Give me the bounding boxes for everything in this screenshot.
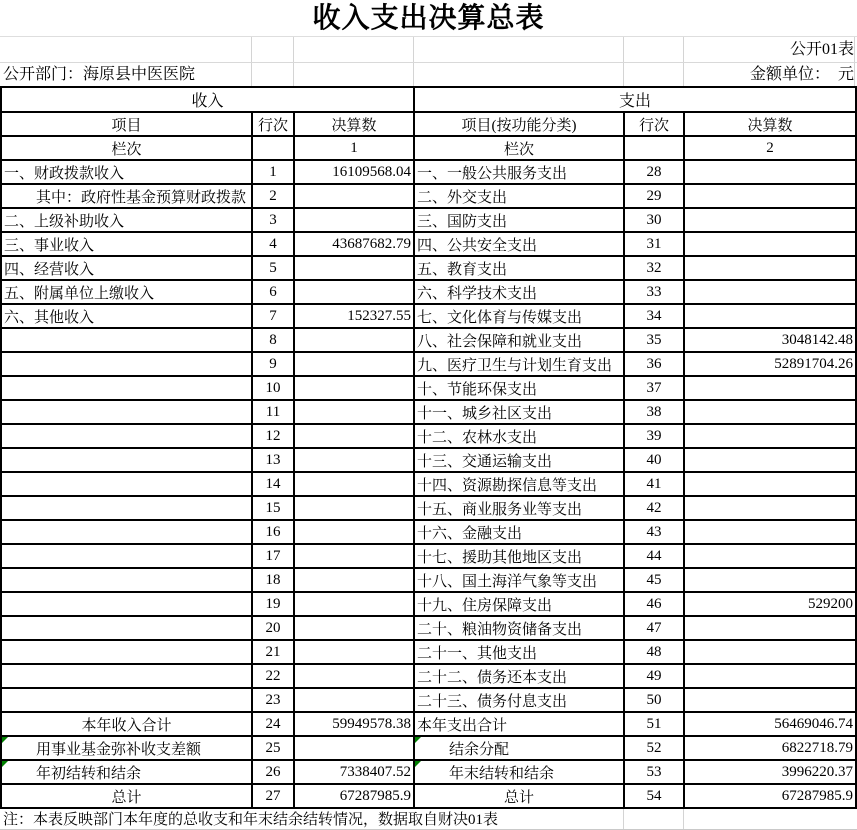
amount-cell[interactable] [684, 232, 856, 256]
amount-cell[interactable] [684, 520, 856, 544]
line-no-cell[interactable]: 12 [252, 424, 294, 448]
expense-item-cell[interactable]: 年末结转和结余 [414, 760, 624, 784]
line-no-cell[interactable]: 37 [624, 376, 684, 400]
amount-cell[interactable] [684, 496, 856, 520]
line-no-cell[interactable]: 43 [624, 520, 684, 544]
income-item-cell[interactable] [1, 568, 252, 592]
line-no-cell[interactable]: 25 [252, 736, 294, 760]
line-no-cell[interactable]: 46 [624, 592, 684, 616]
table-row [1, 472, 856, 496]
amount-cell[interactable] [294, 184, 414, 208]
expense-item-cell[interactable]: 十六、金融支出 [414, 520, 624, 544]
expense-item-cell[interactable]: 二、外交支出 [414, 184, 624, 208]
expense-item-cell[interactable]: 五、教育支出 [414, 256, 624, 280]
amount-cell[interactable]: 152327.55 [294, 304, 414, 328]
line-no-cell[interactable]: 2 [252, 184, 294, 208]
income-item-cell[interactable] [1, 376, 252, 400]
amount-cell[interactable] [294, 616, 414, 640]
line-no-cell[interactable]: 20 [252, 616, 294, 640]
col-header-line-no[interactable]: 行次 [252, 112, 294, 136]
table-row [1, 664, 856, 688]
amount-cell[interactable] [294, 496, 414, 520]
line-no-cell[interactable]: 34 [624, 304, 684, 328]
amount-cell[interactable]: 43687682.79 [294, 232, 414, 256]
income-item-cell[interactable]: 一、财政拨款收入 [1, 160, 252, 184]
amount-cell[interactable] [294, 640, 414, 664]
income-item-cell[interactable] [1, 472, 252, 496]
line-no-cell[interactable]: 23 [252, 688, 294, 712]
income-item-cell[interactable] [1, 592, 252, 616]
income-item-cell[interactable]: 总计 [1, 784, 252, 808]
col-index-label[interactable]: 栏次 [414, 136, 624, 160]
line-no-cell[interactable]: 42 [624, 496, 684, 520]
expense-item-cell[interactable]: 二十三、债务付息支出 [414, 688, 624, 712]
expense-item-cell[interactable]: 十三、交通运输支出 [414, 448, 624, 472]
amount-cell[interactable] [684, 424, 856, 448]
line-no-cell[interactable]: 1 [252, 160, 294, 184]
line-no-cell[interactable]: 26 [252, 760, 294, 784]
line-no-cell[interactable]: 21 [252, 640, 294, 664]
expense-item-cell[interactable]: 十九、住房保障支出 [414, 592, 624, 616]
col-index-label[interactable]: 栏次 [1, 136, 252, 160]
line-no-cell[interactable]: 15 [252, 496, 294, 520]
line-no-cell[interactable]: 7 [252, 304, 294, 328]
income-item-cell[interactable]: 四、经营收入 [1, 256, 252, 280]
table-row [1, 304, 856, 328]
error-check-flag-icon [415, 737, 421, 743]
line-no-cell[interactable]: 24 [252, 712, 294, 736]
expense-item-cell[interactable]: 四、公共安全支出 [414, 232, 624, 256]
amount-cell[interactable] [684, 472, 856, 496]
line-no-cell[interactable]: 47 [624, 616, 684, 640]
table-code-label: 公开01表 [789, 41, 854, 58]
line-no-cell[interactable]: 5 [252, 256, 294, 280]
line-no-cell[interactable]: 35 [624, 328, 684, 352]
amount-cell[interactable] [294, 592, 414, 616]
amount-cell[interactable] [684, 568, 856, 592]
amount-cell[interactable] [684, 400, 856, 424]
amount-cell[interactable] [294, 688, 414, 712]
income-item-cell[interactable] [1, 496, 252, 520]
amount-cell[interactable] [294, 280, 414, 304]
amount-cell[interactable]: 3996220.37 [684, 760, 856, 784]
line-no-cell[interactable]: 54 [624, 784, 684, 808]
amount-cell[interactable] [684, 376, 856, 400]
table-row [1, 448, 856, 472]
income-section-header[interactable]: 收入 [1, 87, 414, 112]
department-row [0, 63, 857, 87]
col-header-amount[interactable]: 决算数 [294, 112, 414, 136]
expense-item-cell[interactable]: 总计 [414, 784, 624, 808]
income-item-cell[interactable] [1, 616, 252, 640]
line-no-cell[interactable]: 45 [624, 568, 684, 592]
footnote: 注：本表反映部门本年度的总收支和年末结余结转情况，数据取自财决01表 [3, 812, 499, 828]
amount-cell[interactable] [684, 256, 856, 280]
income-item-cell[interactable] [1, 520, 252, 544]
amount-cell[interactable] [684, 280, 856, 304]
error-check-flag-icon [2, 737, 8, 743]
expense-item-cell[interactable]: 本年支出合计 [414, 712, 624, 736]
line-no-cell[interactable]: 19 [252, 592, 294, 616]
expense-item-cell[interactable]: 二十一、其他支出 [414, 640, 624, 664]
income-item-cell[interactable] [1, 688, 252, 712]
amount-cell[interactable]: 529200 [684, 592, 856, 616]
expense-item-cell[interactable]: 十二、农林水支出 [414, 424, 624, 448]
table-code-row [0, 37, 857, 63]
table-row [1, 712, 856, 736]
expense-item-cell[interactable]: 结余分配 [414, 736, 624, 760]
col-header-amount[interactable]: 决算数 [684, 112, 856, 136]
amount-cell[interactable] [294, 736, 414, 760]
table-row [1, 544, 856, 568]
table-row [1, 616, 856, 640]
table-row [1, 736, 856, 760]
amount-cell[interactable] [684, 184, 856, 208]
col-header-item[interactable]: 项目 [1, 112, 252, 136]
meta-area [0, 37, 857, 86]
table-row [1, 352, 856, 376]
expense-item-cell[interactable]: 六、科学技术支出 [414, 280, 624, 304]
table-row [1, 424, 856, 448]
table-row [1, 640, 856, 664]
line-no-cell[interactable]: 11 [252, 400, 294, 424]
table-row [1, 184, 856, 208]
table-row [1, 232, 856, 256]
table-body [1, 160, 856, 808]
income-item-cell[interactable] [1, 352, 252, 376]
line-no-cell[interactable]: 14 [252, 472, 294, 496]
amount-cell[interactable]: 67287985.9 [684, 784, 856, 808]
line-no-cell[interactable]: 8 [252, 328, 294, 352]
department-label: 公开部门：海原县中医医院 [3, 66, 196, 83]
budget-summary-table [0, 86, 857, 809]
line-no-cell[interactable]: 48 [624, 640, 684, 664]
income-item-cell[interactable] [1, 640, 252, 664]
table-row [1, 496, 856, 520]
line-no-cell[interactable]: 28 [624, 160, 684, 184]
income-item-cell[interactable]: 三、事业收入 [1, 232, 252, 256]
line-no-cell[interactable]: 36 [624, 352, 684, 376]
income-item-cell[interactable] [1, 400, 252, 424]
amount-cell[interactable] [294, 472, 414, 496]
amount-cell[interactable] [294, 664, 414, 688]
line-no-cell[interactable]: 17 [252, 544, 294, 568]
column-header-row [1, 112, 856, 136]
income-item-cell[interactable]: 本年收入合计 [1, 712, 252, 736]
table-row [1, 520, 856, 544]
amount-cell[interactable] [294, 568, 414, 592]
line-no-cell[interactable]: 18 [252, 568, 294, 592]
expense-item-cell[interactable]: 十一、城乡社区支出 [414, 400, 624, 424]
col-header-line-no[interactable]: 行次 [624, 112, 684, 136]
line-no-cell[interactable]: 51 [624, 712, 684, 736]
expense-item-cell[interactable]: 七、文化体育与传媒支出 [414, 304, 624, 328]
income-item-cell[interactable]: 用事业基金弥补收支差额 [1, 736, 252, 760]
amount-cell[interactable] [294, 520, 414, 544]
income-item-cell[interactable] [1, 664, 252, 688]
amount-cell[interactable]: 59949578.38 [294, 712, 414, 736]
line-no-cell[interactable]: 31 [624, 232, 684, 256]
amount-cell[interactable] [294, 352, 414, 376]
expense-item-cell[interactable]: 十五、商业服务业等支出 [414, 496, 624, 520]
amount-cell[interactable] [294, 424, 414, 448]
col-header-item-func[interactable]: 项目(按功能分类) [414, 112, 624, 136]
line-no-cell[interactable]: 33 [624, 280, 684, 304]
table-row [1, 208, 856, 232]
table-row [1, 592, 856, 616]
amount-cell[interactable] [294, 376, 414, 400]
expense-item-cell[interactable]: 三、国防支出 [414, 208, 624, 232]
amount-cell[interactable]: 67287985.9 [294, 784, 414, 808]
table-row [1, 688, 856, 712]
line-no-cell[interactable]: 4 [252, 232, 294, 256]
amount-cell[interactable] [684, 208, 856, 232]
amount-cell[interactable] [684, 448, 856, 472]
line-no-cell[interactable]: 3 [252, 208, 294, 232]
table-row [1, 160, 856, 184]
expense-item-cell[interactable]: 十四、资源勘探信息等支出 [414, 472, 624, 496]
table-row [1, 568, 856, 592]
line-no-cell[interactable]: 9 [252, 352, 294, 376]
table-row [1, 760, 856, 784]
amount-cell[interactable] [294, 328, 414, 352]
line-no-cell[interactable]: 39 [624, 424, 684, 448]
amount-cell[interactable]: 56469046.74 [684, 712, 856, 736]
expense-item-cell[interactable]: 九、医疗卫生与计划生育支出 [414, 352, 624, 376]
expense-item-cell[interactable]: 二十、粮油物资储备支出 [414, 616, 624, 640]
amount-cell[interactable] [684, 640, 856, 664]
income-item-cell[interactable]: 其中：政府性基金预算财政拨款 [1, 184, 252, 208]
section-header-row [1, 87, 856, 112]
income-item-cell[interactable]: 年初结转和结余 [1, 760, 252, 784]
table-row [1, 256, 856, 280]
expense-item-cell[interactable]: 二十二、债务还本支出 [414, 664, 624, 688]
expense-item-cell[interactable]: 十七、援助其他地区支出 [414, 544, 624, 568]
amount-cell[interactable] [684, 304, 856, 328]
empty-cell[interactable] [624, 136, 684, 160]
table-row [1, 400, 856, 424]
unit-label: 金额单位： 元 [749, 66, 854, 83]
income-item-cell[interactable]: 五、附属单位上缴收入 [1, 280, 252, 304]
line-no-cell[interactable]: 49 [624, 664, 684, 688]
income-item-cell[interactable] [1, 544, 252, 568]
empty-cell[interactable] [252, 136, 294, 160]
amount-cell[interactable] [684, 688, 856, 712]
table-row [1, 280, 856, 304]
amount-cell[interactable] [294, 400, 414, 424]
line-no-cell[interactable]: 50 [624, 688, 684, 712]
amount-cell[interactable]: 7338407.52 [294, 760, 414, 784]
table-row [1, 328, 856, 352]
income-item-cell[interactable] [1, 424, 252, 448]
line-no-cell[interactable]: 6 [252, 280, 294, 304]
amount-cell[interactable] [684, 664, 856, 688]
income-item-cell[interactable] [1, 328, 252, 352]
expense-col-index[interactable]: 2 [684, 136, 856, 160]
amount-cell[interactable]: 3048142.48 [684, 328, 856, 352]
line-no-cell[interactable]: 38 [624, 400, 684, 424]
line-no-cell[interactable]: 44 [624, 544, 684, 568]
line-no-cell[interactable]: 40 [624, 448, 684, 472]
line-no-cell[interactable]: 10 [252, 376, 294, 400]
expense-item-cell[interactable]: 十、节能环保支出 [414, 376, 624, 400]
amount-cell[interactable] [684, 160, 856, 184]
line-no-cell[interactable]: 32 [624, 256, 684, 280]
column-index-row [1, 136, 856, 160]
error-check-flag-icon [415, 761, 421, 767]
table-row [1, 784, 856, 808]
amount-cell[interactable] [294, 544, 414, 568]
table-row [1, 376, 856, 400]
line-no-cell[interactable]: 22 [252, 664, 294, 688]
line-no-cell[interactable]: 29 [624, 184, 684, 208]
page-title: 收入支出决算总表 [0, 0, 857, 37]
expense-item-cell[interactable]: 一、一般公共服务支出 [414, 160, 624, 184]
amount-cell[interactable] [294, 256, 414, 280]
footnote-row [0, 809, 857, 830]
expense-section-header[interactable]: 支出 [414, 87, 856, 112]
income-item-cell[interactable] [1, 448, 252, 472]
line-no-cell[interactable]: 52 [624, 736, 684, 760]
line-no-cell[interactable]: 53 [624, 760, 684, 784]
amount-cell[interactable] [294, 448, 414, 472]
income-item-cell[interactable]: 二、上级补助收入 [1, 208, 252, 232]
line-no-cell[interactable]: 13 [252, 448, 294, 472]
error-check-flag-icon [2, 761, 8, 767]
amount-cell[interactable] [684, 544, 856, 568]
expense-item-cell[interactable]: 十八、国土海洋气象等支出 [414, 568, 624, 592]
line-no-cell[interactable]: 41 [624, 472, 684, 496]
income-item-cell[interactable]: 六、其他收入 [1, 304, 252, 328]
line-no-cell[interactable]: 16 [252, 520, 294, 544]
line-no-cell[interactable]: 27 [252, 784, 294, 808]
amount-cell[interactable]: 6822718.79 [684, 736, 856, 760]
amount-cell[interactable]: 16109568.04 [294, 160, 414, 184]
income-col-index[interactable]: 1 [294, 136, 414, 160]
line-no-cell[interactable]: 30 [624, 208, 684, 232]
amount-cell[interactable] [684, 616, 856, 640]
amount-cell[interactable]: 52891704.26 [684, 352, 856, 376]
expense-item-cell[interactable]: 八、社会保障和就业支出 [414, 328, 624, 352]
amount-cell[interactable] [294, 208, 414, 232]
